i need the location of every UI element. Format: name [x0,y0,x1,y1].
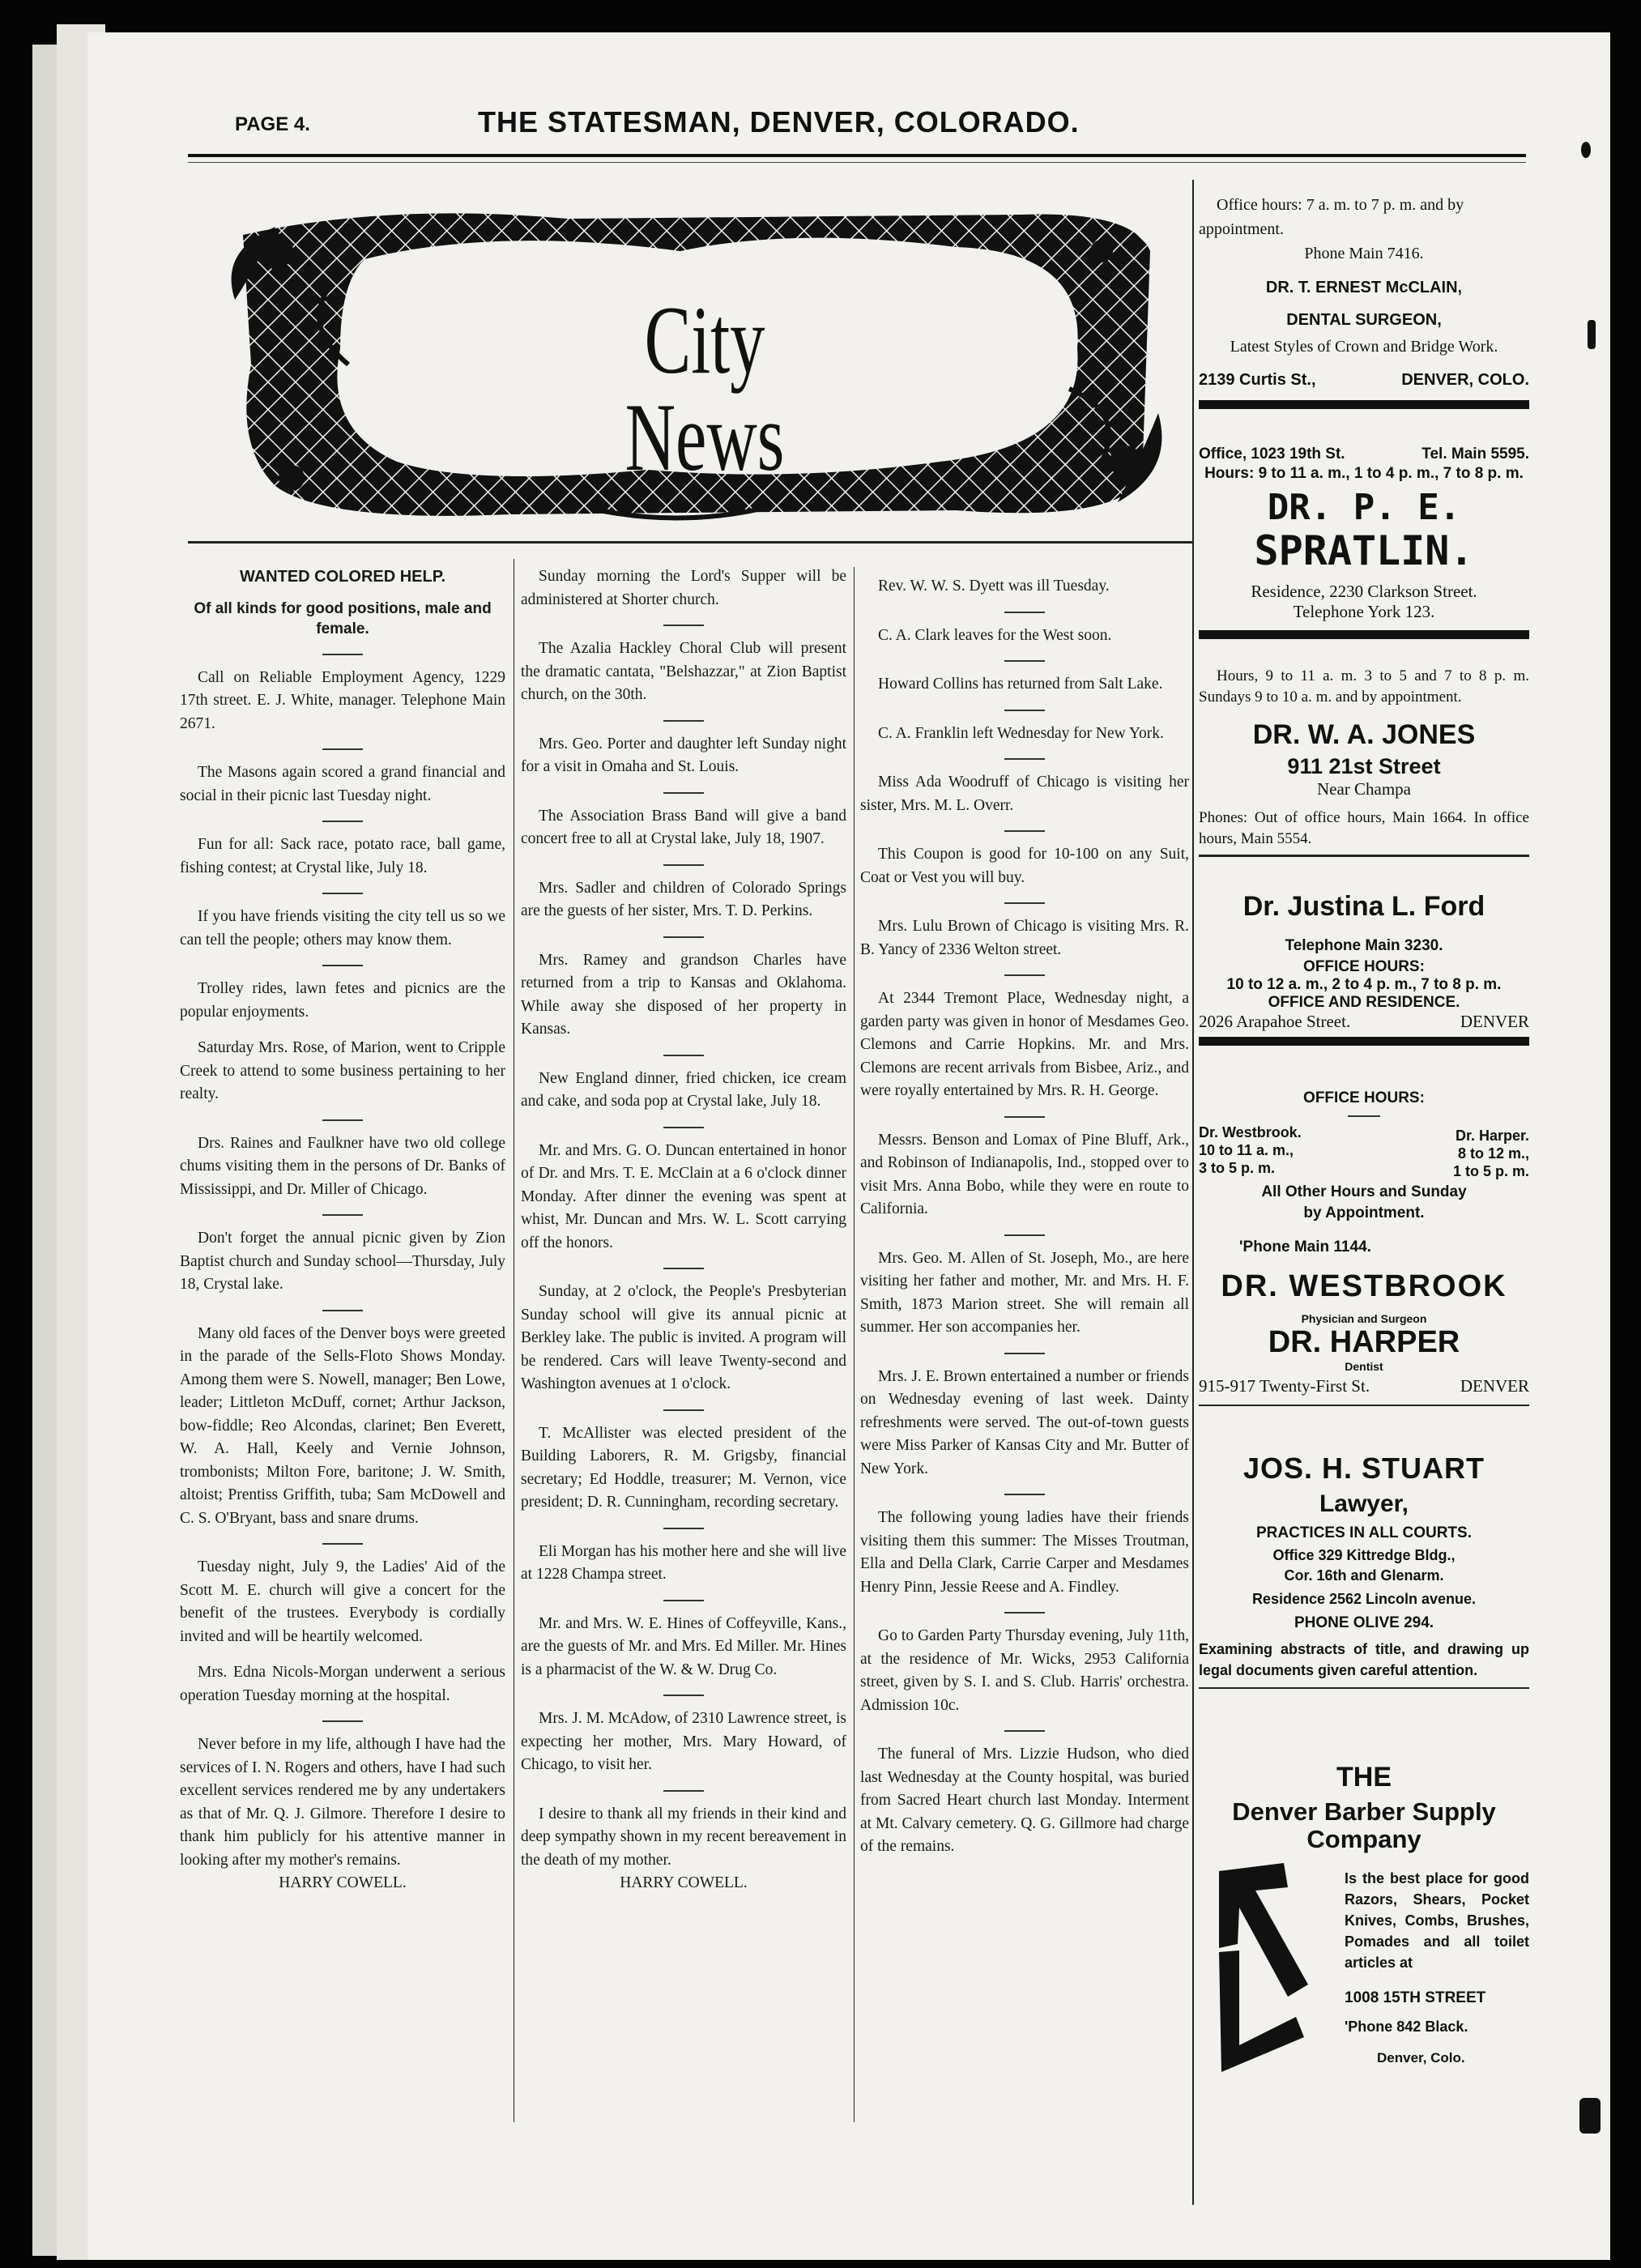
margin-speck [1579,2098,1601,2134]
ad-westbrook-left-h1: 10 to 11 a. m., [1199,1142,1294,1158]
news-item: Sunday, at 2 o'clock, the People's Presbyterian Sunday school will give its annual picnic at Berkley lake. The public is invited. A program will be rendered. Cars will leave Twenty-second and Washington avenues at 1 o'clock. [521,1283,846,1392]
news-item: The Masons again scored a grand financial and social in their picnic last Tuesday night. [180,764,505,804]
ad-stuart-note: Examining abstracts of title, and drawing up legal documents given careful attention. [1199,1641,1529,1678]
news-item: Never before in my life, although I have had the services of I. N. Rogers and others, have I had such excellent services rendered me by any undertakers as that of Mr. Q. J. Gilmore. Therefore I desire to thank him publicly for his attentive manner in looking after my mother's remains. [180,1736,505,1869]
item-separator [322,1720,363,1722]
news-item: This Coupon is good for 10-100 on any Suit, Coat or Vest you will buy. [860,846,1189,886]
item-separator [1004,660,1045,662]
ad-jones-name: DR. W. A. JONES [1252,719,1476,750]
ad-ford-hours-label: OFFICE HOURS: [1303,958,1425,975]
ad-mcclain-title: DENTAL SURGEON, [1286,311,1442,329]
item-separator [663,1268,704,1269]
ad-westbrook-role2: Dentist [1345,1360,1383,1373]
ad-westbrook-right [1453,1123,1529,1180]
ad-jones-near: Near Champa [1316,779,1412,799]
ad-westbrook-left-name: Dr. Westbrook. [1199,1124,1302,1140]
news-item: Mrs. Edna Nicols-Morgan underwent a serious operation Tuesday morning at the hospital. [180,1664,505,1704]
news-item: Saturday Mrs. Rose, of Marion, went to Cripple Creek to attend to some business pertaining to her realty. [180,1039,505,1102]
news-item: Howard Collins has returned from Salt Lake. [878,676,1163,693]
ad-stuart-title: Lawyer, [1319,1490,1409,1517]
signature: HARRY COWELL. [620,1874,748,1891]
ad-westbrook-other: All Other Hours and Sunday by Appointment. [1261,1183,1467,1221]
ad-stuart-phone: PHONE OLIVE 294. [1294,1614,1434,1631]
ad-mcclain-tagline: Latest Styles of Crown and Bridge Work. [1230,338,1498,356]
signature: HARRY COWELL. [279,1874,407,1891]
news-item: Trolley rides, lawn fetes and picnics are the popular enjoyments. [180,980,505,1021]
city-news-title: City News [624,286,785,491]
item-separator [322,965,363,966]
ad-ford-address-row [1199,1012,1529,1032]
wanted-heading: WANTED COLORED HELP. [239,568,446,586]
news-item: Many old faces of the Denver boys were greeted in the parade of the Sells-Floto Shows Monday. Among them were S. Nowell, manager; Ben Lowe, leader; Littleton McDuff, cornet; Arthur Jackson, bow-fiddle; Reo Alcondas, clarinet; Ben Everett, W. A. Hall, Keely and Vernie Johnson, trombonists; Milton Fore, baritone; J. W. Smith, altoist; Prentiss Griffith, tuba; Sam McDowell and C. S. O'Bryant, bass and snare drums. [180,1324,505,1527]
news-item: T. McAllister was elected president of the Building Laborers, R. M. Grigsby, financial secretary; Ed Hoddle, treasurer; M. Vernon, vice president; D. R. Cunningham, recording secretary. [521,1424,846,1511]
news-item: Tuesday night, July 9, the Ladies' Aid of the Scott M. E. church will give a concert for the benefit of the trustees. Everybody is cordially invited and will be heartily welcomed. [180,1558,505,1645]
ad-divider-thin [1199,855,1529,857]
news-item: Mr. and Mrs. G. O. Duncan entertained in honor of Dr. and Mrs. T. E. McClain at a 6 o'clock dinner Monday. After dinner the evening was spent at whist, Mr. Duncan and Mrs. W. L. Scott carrying off the honors. [521,1141,846,1251]
news-item: Mrs. Sadler and children of Colorado Springs are the guests of her sister, Mrs. T. D. Perkins. [521,879,846,919]
news-item: Messrs. Benson and Lomax of Pine Bluff, Ark., and Robinson of Indianapolis, Ind., stopped over to visit Mrs. Anna Bobo, while they were en route to California. [860,1131,1189,1217]
ad-jones [1199,666,1529,857]
ad-barber-city: Denver, Colo. [1377,2050,1465,2066]
ad-westbrook-role1: Physician and Surgeon [1301,1312,1427,1325]
item-separator [663,1695,704,1696]
ad-westbrook-name2: DR. HARPER [1268,1325,1460,1359]
ad-westbrook-right-h2: 1 to 5 p. m. [1452,1163,1529,1179]
item-separator [1004,1494,1045,1495]
ad-mcclain-hours: Office hours: 7 a. m. to 7 p. m. and by appointment. [1199,196,1464,238]
column-1 [180,565,505,1908]
ad-westbrook-left [1199,1123,1302,1180]
item-separator [1348,1115,1380,1117]
ad-mcclain [1199,193,1529,409]
item-separator [1004,830,1045,832]
ad-jones-phones: Phones: Out of office hours, Main 1664. In office hours, Main 5554. [1199,809,1529,847]
item-separator [663,1600,704,1601]
ad-westbrook-left-h2: 3 to 5 p. m. [1199,1160,1276,1176]
item-separator [663,792,704,794]
ad-spratlin-residence: Residence, 2230 Clarkson Street. [1251,582,1477,601]
news-item: C. A. Franklin left Wednesday for New York. [878,724,1164,742]
ad-spratlin-name2: SPRATLIN. [1254,527,1474,574]
news-item: I desire to thank all my friends in their kind and deep sympathy shown in my recent bereavement in the death of my mother. [521,1805,846,1869]
item-separator [322,1310,363,1311]
news-item: Mr. and Mrs. W. E. Hines of Coffeyville, Kans., are the guests of Mr. and Mrs. Ed Miller. Mr. Hines is a pharmacist of the W. & W. Drug Co. [521,1614,846,1678]
news-item: The funeral of Mrs. Lizzie Hudson, who died last Wednesday at the County hospital, was buried from Sacred Heart church last Monday. Interment at Mt. Calvary cemetery. Q. G. Gillmore had charge of the remains. [860,1746,1189,1855]
ad-ford-address: 2026 Arapahoe Street. [1199,1012,1351,1031]
ad-ford-name: Dr. Justina L. Ford [1242,891,1485,922]
item-separator [1004,1353,1045,1354]
ad-spratlin-name1: DR. P. E. [1267,487,1461,528]
news-item: At 2344 Tremont Place, Wednesday night, a garden party was given in honor of Mesdames Geo. Clemons and Carrie Hopkins. Mr. and Mrs. Clemons are recent arrivals from Bisbee, Ariz., and were royally entertained by Mrs. R. H. George. [860,990,1189,1099]
ad-stuart [1199,1452,1529,1689]
item-separator [1004,974,1045,976]
news-item: Eli Morgan has his mother here and she will live at 1228 Champa street. [521,1542,846,1583]
ad-spratlin-phone: Telephone York 123. [1293,602,1435,621]
item-separator [663,936,704,938]
item-separator [1004,612,1045,613]
ad-divider [1199,400,1529,409]
ad-westbrook-harper [1199,1089,1529,1406]
item-separator [322,654,363,655]
ad-westbrook-address-row [1199,1376,1529,1396]
ad-ford-hours: 10 to 12 a. m., 2 to 4 p. m., 7 to 8 p. m. [1226,976,1502,993]
news-item: Don't forget the annual picnic given by Zion Baptist church and Sunday school—Thursday, July 18, Crystal lake. [180,1230,505,1293]
news-item: Fun for all: Sack race, potato race, ball game, fishing contest; at Crystal like, July 18. [180,836,505,876]
rule-ads-divider [1192,180,1194,2205]
item-separator [1004,1730,1045,1732]
item-separator [663,720,704,722]
news-item: Drs. Raines and Faulkner have two old college chums visiting them in the persons of Dr. Banks of Mississippi, and Dr. Miller of Chicago. [180,1134,505,1198]
rule-col2-col3 [854,567,855,2122]
ad-ford [1199,891,1529,1046]
item-separator [1004,902,1045,904]
page-number: PAGE 4. [235,113,310,135]
news-item: Call on Reliable Employment Agency, 1229 17th street. E. J. White, manager. Telephone Main 2671. [180,668,505,732]
ad-ford-office-label: OFFICE AND RESIDENCE. [1268,994,1460,1011]
header-rule [188,154,1526,157]
item-separator [322,748,363,750]
ad-stuart-office1: Office 329 Kittredge Bldg., [1272,1547,1456,1563]
news-item: Miss Ada Woodruff of Chicago is visiting her sister, Mrs. M. L. Overr. [860,774,1189,814]
item-separator [322,1119,363,1121]
ad-mcclain-name: DR. T. ERNEST McCLAIN, [1265,279,1463,296]
news-item: If you have friends visiting the city tell us so we can tell the people; others may know them. [180,908,505,949]
news-item: Rev. W. W. S. Dyett was ill Tuesday. [878,578,1110,595]
ad-divider [1199,1037,1529,1046]
ad-spratlin-office-row [1199,446,1529,463]
ad-westbrook-name1: DR. WESTBROOK [1221,1269,1507,1303]
news-item: New England dinner, fried chicken, ice cream and cake, and soda pop at Crystal lake, July 18. [521,1069,846,1110]
item-separator [1004,710,1045,711]
ad-barber-body: Is the best place for good Razors, Shears, Pocket Knives, Combs, Brushes, Pomades and all toilet articles at [1345,1870,1529,1971]
item-separator [1004,1116,1045,1118]
ad-westbrook-right-h1: 8 to 12 m., [1457,1145,1529,1162]
column-3 [860,575,1189,1872]
news-item: Mrs. Ramey and grandson Charles have returned from a trip to Kansas and Oklahoma. While away she disposed of her property in Kansas. [521,951,846,1038]
ad-mcclain-address-row [1199,368,1529,392]
news-item: Mrs. J. E. Brown entertained a number or friends on Wednesday evening of last week. Dainty refreshments were served. The out-of-town guests were Miss Parker of Kansas City and Mr. Butter of New York. [860,1367,1189,1477]
ad-westbrook-right-name: Dr. Harper. [1455,1128,1529,1144]
item-separator [322,1214,363,1216]
ad-westbrook-hours-row [1199,1123,1529,1180]
news-item: Mrs. Geo. Porter and daughter left Sunday night for a visit in Omaha and St. Louis. [521,735,846,775]
ad-spratlin-hours: Hours: 9 to 11 a. m., 1 to 4 p. m., 7 to 8 p. m. [1204,465,1524,482]
ad-mcclain-phone: Phone Main 7416. [1304,245,1424,262]
news-item: C. A. Clark leaves for the West soon. [878,626,1112,644]
ad-spratlin-tel: Tel. Main 5595. [1421,446,1529,463]
ad-jones-hours: Hours, 9 to 11 a. m. 3 to 5 and 7 to 8 p. m. Sundays 9 to 10 a. m. and by appointment. [1199,667,1529,706]
ad-westbrook-city: DENVER [1460,1376,1529,1396]
ad-barber-name1: Denver Barber Supply [1232,1797,1496,1826]
wanted-subheading: Of all kinds for good positions, male and female. [194,599,492,637]
item-separator [663,1528,704,1529]
arrow-icon [1207,1855,1312,2074]
item-separator [322,893,363,894]
margin-speck [1588,320,1596,349]
news-item: Mrs. J. M. McAdow, of 2310 Lawrence street, is expecting her mother, Mrs. Mary Howard, of Chicago, to visit her. [521,1710,846,1773]
ad-westbrook-hours-label: OFFICE HOURS: [1303,1089,1425,1106]
item-separator [663,1127,704,1128]
ad-westbrook-phone: 'Phone Main 1144. [1239,1238,1371,1256]
news-item: The Association Brass Band will give a band concert free to all at Crystal lake, July 18, 1907. [521,807,846,847]
item-separator [322,1543,363,1545]
margin-speck [1581,142,1591,158]
ad-jones-address: 911 21st Street [1287,754,1441,778]
ad-barber-name2: Company [1306,1825,1421,1853]
item-separator [663,1055,704,1056]
item-separator [663,625,704,626]
ad-ford-phone: Telephone Main 3230. [1285,937,1443,954]
ad-divider [1199,630,1529,639]
ad-stuart-residence: Residence 2562 Lincoln avenue. [1251,1591,1477,1607]
ad-divider-thin [1199,1405,1529,1406]
news-item: Mrs. Geo. M. Allen of St. Joseph, Mo., are here visiting her father and mother, Mr. and Mrs. H. F. Smith, 1873 Marion street. She will remain all summer. Her son accompanies her. [860,1249,1189,1336]
ad-stuart-office2: Cor. 16th and Glenarm. [1284,1567,1444,1584]
ad-westbrook-address: 915-917 Twenty-First St. [1199,1376,1370,1396]
ad-stuart-name: JOS. H. STUART [1242,1452,1485,1485]
news-item: The following young ladies have their friends visiting them this summer: The Misses Troutman, Ella and Della Clark, Carrie Carper and Mesdames Henry Pinn, Jessie Reese and A. Findley. [860,1509,1189,1596]
item-separator [322,821,363,822]
ad-divider-thin [1199,1687,1529,1689]
ad-mcclain-address: 2139 Curtis St., [1199,371,1316,389]
news-item: Go to Garden Party Thursday evening, July 11th, at the residence of Mr. Wicks, 2953 California street, given by S. I. and S. Club. Harris' orchestra. Admission 10c. [860,1627,1189,1714]
ad-mcclain-city: DENVER, COLO. [1401,371,1529,389]
news-item: The Azalia Hackley Choral Club will present the dramatic cantata, "Belshazzar," at Zion Baptist church, on the 30th. [521,640,846,703]
item-separator [1004,1234,1045,1236]
ad-ford-city: DENVER [1460,1012,1529,1031]
item-separator [663,864,704,866]
item-separator [663,1409,704,1411]
ad-spratlin [1199,446,1529,639]
newspaper-title: THE STATESMAN, DENVER, COLORADO. [478,105,1080,139]
ad-barber-the: THE [1336,1762,1392,1793]
ad-stuart-practice: PRACTICES IN ALL COURTS. [1255,1524,1472,1541]
item-separator [1004,1612,1045,1614]
news-item: Sunday morning the Lord's Supper will be administered at Shorter church. [521,568,846,608]
banner-bottom-rule [188,541,1192,544]
item-separator [663,1790,704,1792]
header-rule-thin [188,162,1526,163]
item-separator [1004,758,1045,760]
ad-barber-address: 1008 15TH STREET [1345,1989,1486,2006]
news-item: Mrs. Lulu Brown of Chicago is visiting Mrs. R. B. Yancy of 2336 Welton street. [860,918,1189,958]
ad-spratlin-office: Office, 1023 19th St. [1199,446,1345,463]
column-2 [521,565,846,1908]
ad-barber-phone: 'Phone 842 Black. [1345,2019,1468,2035]
